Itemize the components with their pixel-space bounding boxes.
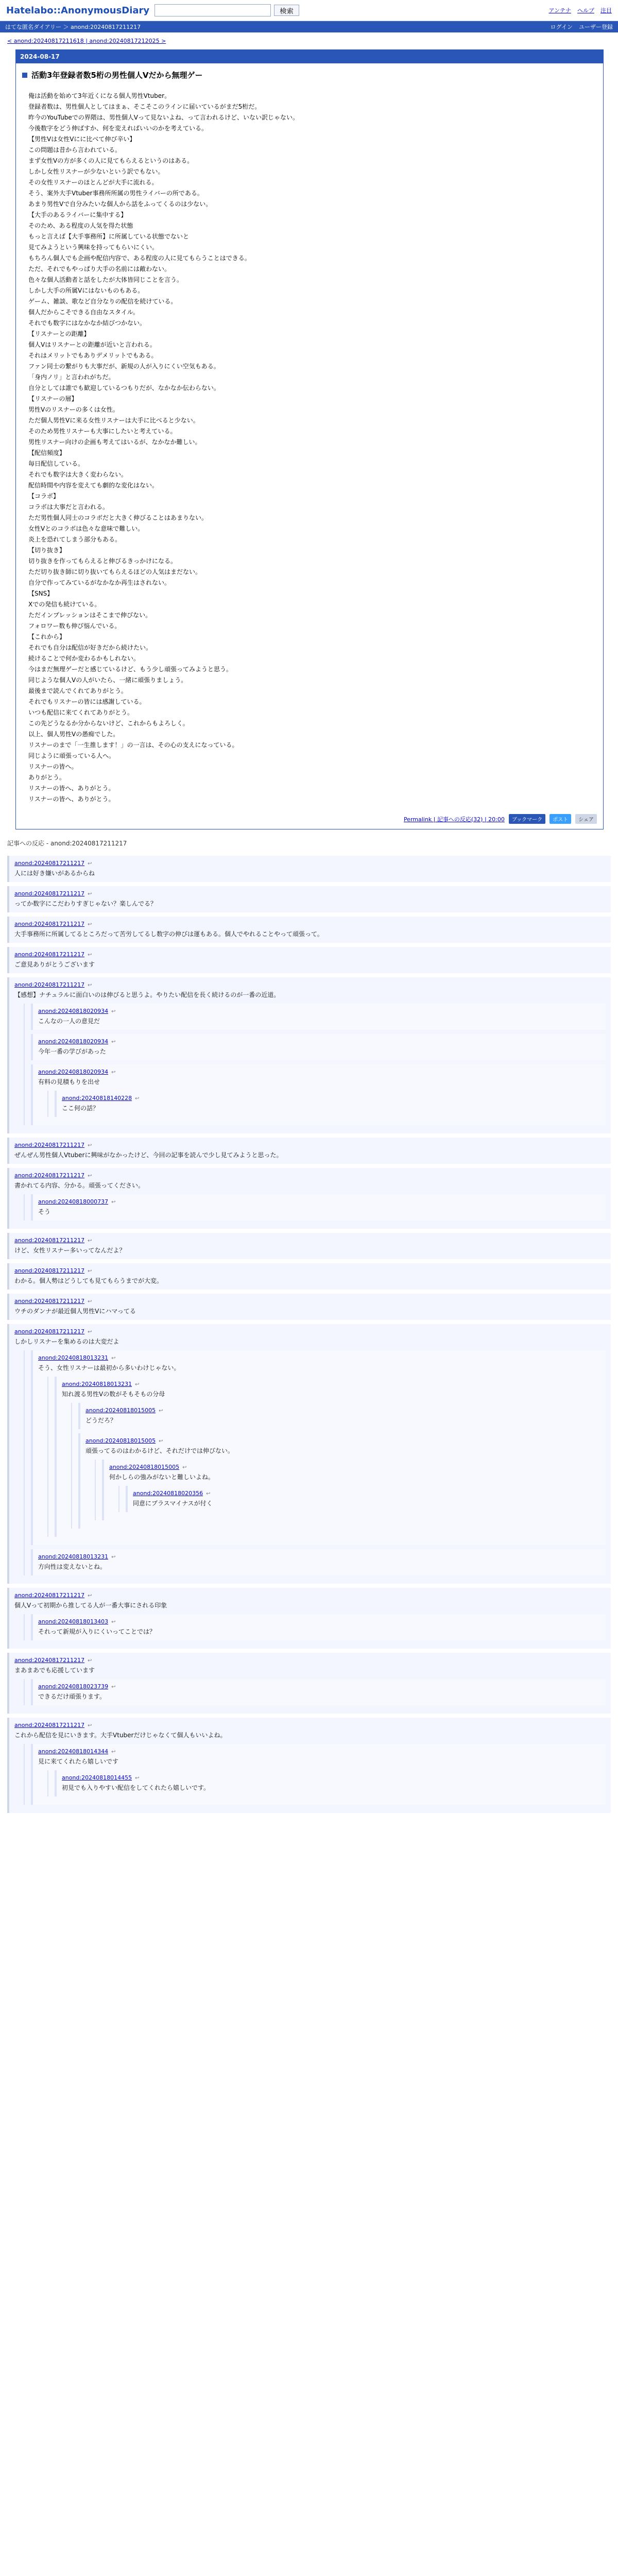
article-paragraph: 同じように頑張っている人へ。: [28, 752, 115, 759]
article-paragraph: あまり男性Vで自分みたいな個人から話をふってくるのは少ない。: [28, 200, 212, 208]
comment-arrow-icon: ↩: [111, 1619, 116, 1625]
article-paragraph: ありがとう。: [28, 774, 66, 781]
comment-item: [7, 856, 611, 882]
article-paragraph: コラボは大事だと言われる。: [28, 503, 109, 511]
comment-arrow-icon: ↩: [88, 1723, 92, 1728]
comment-replies: [47, 1377, 600, 1537]
comment-item: [7, 1718, 611, 1813]
comment-meta: [14, 890, 606, 897]
share-bookmark-button[interactable]: ブックマーク: [509, 814, 545, 824]
article-paragraph: ただ個人男性Vに来る女性リスナーは大手に比べると少ない。: [28, 417, 199, 424]
article-paragraph: 【大手のあるライバーに集中する】: [28, 211, 127, 218]
comment-permalink[interactable]: anond:20240817211217: [14, 921, 85, 927]
comment-text: 個人Vって初期から推してる人が一番大事にされる印象: [14, 1602, 167, 1609]
article-paragraph: 炎上を恐れてしまう部分もある。: [28, 536, 122, 543]
comment-text: 人には好き嫌いがあるからね: [14, 870, 95, 877]
comment-arrow-icon: ↩: [182, 1465, 187, 1470]
comment-text: 頑張ってるのはわかるけど、それだけでは伸びない。: [85, 1447, 234, 1454]
comment-item: [7, 947, 611, 973]
article-paragraph: Xでの発信も続けている。: [28, 601, 101, 608]
comment-meta: [14, 1328, 606, 1335]
content-wrap: [0, 49, 618, 829]
comment-permalink[interactable]: anond:20240818020934: [38, 1038, 109, 1045]
article-paragraph: それでも自分は配信が好きだから続けたい。: [28, 644, 152, 651]
comment-arrow-icon: ↩: [111, 1749, 116, 1755]
comment-permalink[interactable]: anond:20240818014455: [62, 1774, 132, 1781]
comment-item: [7, 1168, 611, 1229]
reply-item: [78, 1433, 595, 1529]
article-title: [16, 63, 603, 80]
comment-permalink[interactable]: anond:20240817211217: [14, 1298, 85, 1304]
comment-text: そう: [38, 1208, 51, 1215]
top-link[interactable]: 注目: [600, 7, 612, 14]
comment-meta: [38, 1354, 600, 1361]
login-link[interactable]: ログイン: [550, 24, 573, 30]
article-paragraph: 最後まで読んでくれてありがとう。: [28, 687, 128, 694]
reply-item: [31, 1549, 606, 1575]
article-paragraph: 自分で作ってみているがなかなか再生はされない。: [28, 579, 171, 586]
comment-replies: [47, 1770, 600, 1797]
comment-item: [7, 1294, 611, 1320]
comment-item: [7, 977, 611, 1133]
article-paragraph: いつも配信に来てくれてありがとう。: [28, 709, 134, 716]
signup-link[interactable]: ユーザー登録: [579, 24, 613, 30]
article-paragraph: その女性リスナーのほとんどが大手に流れる。: [28, 179, 158, 186]
comment-permalink[interactable]: anond:20240817211217: [14, 981, 85, 988]
article-paragraph: 見てみようという興味を持ってもらいにくい。: [28, 244, 159, 251]
comment-text: そう、女性リスナーは最初から多いわけじゃない。: [38, 1364, 180, 1371]
comment-arrow-icon: ↩: [135, 1382, 140, 1387]
comment-arrow-icon: ↩: [88, 922, 92, 927]
article-date: 2024-08-17: [16, 50, 603, 63]
comment-permalink[interactable]: anond:20240817211217: [14, 1657, 85, 1664]
comment-item: [7, 1138, 611, 1164]
article-paragraph: しかし大手の所属Vにはないものもある。: [28, 287, 144, 294]
comment-replies: [118, 1486, 585, 1512]
comment-replies: [71, 1403, 595, 1529]
comment-arrow-icon: ↩: [111, 1355, 116, 1361]
article-paragraph: リスナーの皆へ、ありがとう。: [28, 785, 115, 792]
article-paragraph: 自分としては誰でも歓迎しているつもりだが、なかなか伝わらない。: [28, 384, 220, 392]
article-footer: [16, 811, 603, 829]
share-post-button[interactable]: ポスト: [550, 814, 571, 824]
comment-replies: [24, 1614, 606, 1640]
comment-replies: [95, 1460, 590, 1520]
navbar-left[interactable]: はてな匿名ダイアリー ＞ anond:20240817211217: [5, 24, 141, 30]
title-square-icon: [22, 73, 27, 78]
article-paragraph: 切り抜きを作ってもらえると伸びるきっかけになる。: [28, 557, 177, 565]
article-paragraph: 今後数字をどう伸ばすか、何を変えればいいのかを考えている。: [28, 125, 208, 132]
comment-meta: [14, 921, 606, 927]
prev-next-links[interactable]: < anond:20240817211618 | anond:20240817212025 >: [7, 38, 166, 44]
comment-permalink[interactable]: anond:20240818013231: [38, 1354, 109, 1361]
comment-permalink[interactable]: anond:20240818013231: [62, 1381, 132, 1387]
article-paragraph: もっと言えば【大手事務所】に所属している状態でないと: [28, 233, 190, 240]
comment-item: [7, 1263, 611, 1290]
reply-item: [55, 1377, 600, 1537]
article-paragraph: この先どうなるか分からないけど、これからもよろしく。: [28, 720, 189, 727]
comment-meta: [14, 1298, 606, 1304]
article-paragraph: そのため、ある程度の人気を得た状態: [28, 222, 133, 229]
article-paragraph: 登録者数は、男性個人としてはまぁ、そこそこのラインに届いているがまだ5桁だ。: [28, 103, 261, 110]
article-paragraph: 男性リスナー向けの企画も考えてはいるが、なかなか難しい。: [28, 438, 201, 446]
comment-permalink[interactable]: anond:20240818140228: [62, 1095, 132, 1101]
comment-meta: [14, 1267, 606, 1274]
comment-meta: [14, 1172, 606, 1179]
comment-item: [7, 1233, 611, 1259]
comment-arrow-icon: ↩: [111, 1199, 116, 1205]
permalink[interactable]: Permalink | 記事への反応(32) | 20:00: [403, 816, 505, 823]
comment-meta: [38, 1748, 600, 1755]
comment-text: 【感想】ナチュラルに面白いのは伸びると思うよ。やりたい配信を長く続けるのが一番の近道。: [14, 991, 280, 998]
search-button[interactable]: 検索: [274, 5, 299, 16]
article-paragraph: ただ切り抜き師に切り抜いてもらえるほどの人気はまだない。: [28, 568, 202, 575]
comments-list: [0, 856, 618, 1829]
comment-meta: [14, 981, 606, 988]
comment-arrow-icon: ↩: [111, 1039, 116, 1045]
comment-text: しかしリスナーを集めるのは大変だよ: [14, 1338, 119, 1345]
article-paragraph: 【SNS】: [28, 590, 54, 597]
comment-permalink[interactable]: anond:20240817211217: [14, 1722, 85, 1728]
article-paragraph: 今はまだ無理ゲーだと感じているけど、もう少し頑張ってみようと思う。: [28, 666, 233, 673]
article-paragraph: 毎日配信している。: [28, 460, 84, 467]
comment-meta: [38, 1618, 600, 1625]
comment-text: ウチのダンナが最近個人男性Vにハマってる: [14, 1308, 136, 1315]
article-paragraph: 色々な個人活動者と話をしたが大体皆同じことを言う。: [28, 276, 183, 283]
comment-replies: [24, 1744, 606, 1805]
search-input[interactable]: [154, 4, 271, 16]
comment-arrow-icon: ↩: [88, 1329, 92, 1335]
reply-item: [31, 1004, 606, 1030]
article-paragraph: 個人Vはリスナーとの距離が近いと言われる。: [28, 341, 156, 348]
comment-text: 知れ渡る男性Vの数がそもそもの分母: [62, 1391, 165, 1398]
comment-permalink[interactable]: anond:20240817211217: [14, 860, 85, 867]
article-paragraph: 続けることで何か変わるかもしれない。: [28, 655, 140, 662]
comment-meta: [62, 1774, 595, 1781]
article-paragraph: 男性Vのリスナーの多くは女性。: [28, 406, 119, 413]
reply-item: [31, 1194, 606, 1221]
comment-permalink[interactable]: anond:20240818013231: [38, 1553, 109, 1560]
top-link[interactable]: アンテナ: [548, 7, 571, 14]
article-paragraph: ただインプレッションはそこまで伸びない。: [28, 612, 152, 619]
comment-permalink[interactable]: anond:20240817211217: [14, 1172, 85, 1179]
article-paragraph: しかし女性リスナーが少ないという訳でもない。: [28, 168, 164, 175]
comment-text: わかる。個人勢はどうしても見てもらうまでが大変。: [14, 1277, 163, 1284]
comment-arrow-icon: ↩: [111, 1684, 116, 1690]
reply-item: [31, 1034, 606, 1060]
top-header: [0, 0, 618, 21]
comment-meta: [38, 1683, 600, 1690]
comment-text: けど、女性リスナー多いってなんだよ？: [14, 1247, 126, 1254]
comment-meta: [14, 1722, 606, 1728]
comment-permalink[interactable]: anond:20240818014344: [38, 1748, 109, 1755]
article-paragraph: ただ男性個人同士のコラボだと大きく伸びることはあまりない。: [28, 514, 208, 521]
comment-arrow-icon: ↩: [88, 1658, 92, 1664]
comment-text: 有料の見積もりを出せ: [38, 1078, 100, 1086]
article-paragraph: 昨今のYouTubeでの界隈は、男性個人Vって見ないよね、って言われるけど、いない訳じゃない。: [28, 114, 299, 121]
article-paragraph: リスナーの皆へ、ありがとう。: [28, 795, 115, 803]
comment-text: これから配信を見にいきます。大手Vtuberだけじゃなくて個人もいいよね。: [14, 1732, 227, 1739]
breadcrumb: [0, 32, 618, 49]
reply-item: [55, 1091, 600, 1117]
comment-text: こんなの一人の意見だ: [38, 1018, 100, 1025]
comment-arrow-icon: ↩: [88, 1299, 92, 1304]
comment-item: [7, 1588, 611, 1649]
top-links: [548, 6, 612, 14]
comment-permalink[interactable]: anond:20240818020934: [38, 1008, 109, 1014]
reply-item: [31, 1064, 606, 1125]
reply-item: [31, 1614, 606, 1640]
comment-meta: [62, 1095, 595, 1101]
reply-item: [126, 1486, 585, 1512]
comment-text: 何かしらの強みがないと難しいよね。: [109, 1473, 215, 1481]
comment-meta: [62, 1381, 595, 1387]
reply-item: [102, 1460, 590, 1520]
reply-item: [31, 1350, 606, 1545]
article-paragraph: 【コラボ】: [28, 493, 60, 500]
comment-meta: [14, 951, 606, 958]
comment-permalink[interactable]: anond:20240818020356: [133, 1490, 203, 1497]
article-paragraph: 【リスナーの層】: [28, 395, 78, 402]
comment-meta: [38, 1553, 600, 1560]
comment-arrow-icon: ↩: [206, 1491, 211, 1497]
comment-item: [7, 1653, 611, 1714]
comment-permalink[interactable]: anond:20240818015005: [85, 1437, 156, 1444]
comment-text: 初見でも入りやすい配信をしてくれたら嬉しいです。: [62, 1784, 210, 1791]
comment-permalink[interactable]: anond:20240817211217: [14, 951, 85, 958]
article-paragraph: 【切り抜き】: [28, 547, 66, 554]
comment-replies: [24, 1004, 606, 1125]
share-facebook-button[interactable]: シェア: [575, 814, 597, 824]
comment-meta: [14, 1592, 606, 1599]
article-paragraph: 個人だからこそできる自由なスタイル。: [28, 309, 139, 316]
comment-text: どうだろ？: [85, 1417, 117, 1424]
comment-arrow-icon: ↩: [88, 861, 92, 867]
comment-arrow-icon: ↩: [88, 891, 92, 897]
comment-permalink[interactable]: anond:20240817211217: [14, 1237, 85, 1244]
comment-text: 大手事務所に所属してるところだって苦労してるし数字の伸びは運もある。個人でやれることやって頑張って。: [14, 930, 323, 938]
article-paragraph: フォロワー数も伸び悩んでいる。: [28, 622, 121, 630]
article-paragraph: 【配信頻度】: [28, 449, 66, 456]
comment-meta: [14, 860, 606, 867]
comment-meta: [38, 1008, 600, 1014]
comment-arrow-icon: ↩: [88, 1593, 92, 1599]
reply-item: [78, 1403, 595, 1429]
comment-arrow-icon: ↩: [111, 1009, 116, 1014]
comment-meta: [14, 1237, 606, 1244]
article-paragraph: それでも数字は大きく変わらない。: [28, 471, 128, 478]
comment-permalink[interactable]: anond:20240818015005: [85, 1407, 156, 1414]
top-link[interactable]: ヘルプ: [577, 7, 594, 14]
article-paragraph: 【男性Vは女性Vにに比べて伸び辛い】: [28, 135, 136, 143]
comment-text: ここ何の話？: [62, 1105, 99, 1112]
article-body: [16, 80, 603, 811]
comment-meta: [133, 1490, 580, 1497]
reply-item: [31, 1744, 606, 1805]
comment-replies: [24, 1194, 606, 1221]
comment-permalink[interactable]: anond:20240818023739: [38, 1683, 109, 1690]
comment-text: 見に来てくれたら嬉しいです: [38, 1758, 119, 1765]
comment-arrow-icon: ↩: [111, 1554, 116, 1560]
article-paragraph: 【リスナーとの距離】: [28, 330, 90, 337]
comment-item: [7, 917, 611, 943]
comment-meta: [38, 1038, 600, 1045]
comment-permalink[interactable]: anond:20240818013403: [38, 1618, 109, 1625]
comments-title: 記事への反応 - anond:20240817211217: [7, 840, 127, 847]
comment-arrow-icon: ↩: [135, 1775, 140, 1781]
article-paragraph: 以上、個人男性Vの愚痴でした。: [28, 731, 119, 738]
site-navbar: [0, 21, 618, 32]
article-paragraph: 俺は活動を始めて3年近くになる個人男性Vtuber。: [28, 92, 171, 99]
comment-replies: [24, 1350, 606, 1575]
article-paragraph: ゲーム、雑談、歌など自分なりの配信を続けている。: [28, 298, 177, 305]
comment-text: まあまあでも応援しています: [14, 1667, 95, 1674]
article-paragraph: ただ、それでもやっぱり大手の名前には敵わない。: [28, 265, 171, 273]
comment-item: [7, 1324, 611, 1584]
reply-item: [31, 1679, 606, 1705]
article-paragraph: リスナーのまで「一生推します！」の一言は、その心の支えになっている。: [28, 741, 238, 749]
comment-arrow-icon: ↩: [88, 1268, 92, 1274]
article-paragraph: 女性Vとのコラボは色々な意味で難しい。: [28, 525, 144, 532]
comment-replies: [24, 1679, 606, 1705]
article-paragraph: 同じような個人Vの人がいたら、一緒に頑張りましょう。: [28, 676, 187, 684]
comment-arrow-icon: ↩: [159, 1438, 163, 1444]
article-paragraph: まず女性Vの方が多くの人に見てもらえるというのはある。: [28, 157, 194, 164]
comment-permalink[interactable]: anond:20240817211217: [14, 1328, 85, 1335]
comment-text: ぜんぜん男性個人Vtuberに興味がなかったけど、今回の記事を読んで少し見てみようと思った。: [14, 1151, 283, 1159]
page-bottom-spacer: [0, 1829, 618, 1830]
comment-permalink[interactable]: anond:20240817211217: [14, 1267, 85, 1274]
comment-replies: [47, 1091, 600, 1117]
comment-permalink[interactable]: anond:20240818015005: [109, 1464, 180, 1470]
article-paragraph: 【これから】: [28, 633, 66, 640]
comment-text: ご意見ありがとうございます: [14, 961, 95, 968]
comment-meta: [14, 1142, 606, 1148]
comment-arrow-icon: ↩: [88, 1238, 92, 1244]
comment-arrow-icon: ↩: [111, 1070, 116, 1075]
article-paragraph: それでもリスナーの皆には感謝している。: [28, 698, 146, 705]
comment-arrow-icon: ↩: [88, 952, 92, 958]
comment-meta: [85, 1407, 590, 1414]
comment-arrow-icon: ↩: [88, 1143, 92, 1148]
comment-text: ってか数字にこだわりすぎじゃない？楽しんでる？: [14, 900, 157, 907]
article-title-text: 活動3年登録者数5桁の男性個人Vだから無理ゲー: [31, 71, 203, 80]
comment-meta: [38, 1198, 600, 1205]
reply-item: [55, 1770, 600, 1797]
comment-meta: [14, 1657, 606, 1664]
comment-permalink[interactable]: anond:20240818020934: [38, 1069, 109, 1075]
comment-arrow-icon: ↩: [88, 1173, 92, 1179]
comment-item: [7, 886, 611, 912]
comment-permalink[interactable]: anond:20240817211217: [14, 1592, 85, 1599]
article-paragraph: それでも数字にはなかなか結びつかない。: [28, 319, 146, 327]
article-paragraph: もちろん個人でも企画や配信内容で、ある程度の人に見てもらうことはできる。: [28, 255, 251, 262]
article-panel: [15, 49, 604, 829]
article-paragraph: そのため男性リスナーも大事にしたいと考えている。: [28, 428, 177, 435]
comment-text: 書かれてる内容、分かる。頑張ってください。: [14, 1182, 145, 1189]
comment-permalink[interactable]: anond:20240817211217: [14, 1142, 85, 1148]
article-paragraph: リスナーの皆へ。: [28, 763, 78, 770]
article-paragraph: それはメリットでもありデメリットでもある。: [28, 352, 158, 359]
comment-arrow-icon: ↩: [88, 982, 92, 988]
comment-meta: [38, 1069, 600, 1075]
article-paragraph: ファン同士の繋がりも大事だが、新規の人が入りにくい空気もある。: [28, 363, 220, 370]
comment-text: 方向性は変えないとね。: [38, 1563, 107, 1570]
comment-permalink[interactable]: anond:20240817211217: [14, 890, 85, 897]
comment-meta: [85, 1437, 590, 1444]
article-paragraph: この問題は昔から言われている。: [28, 146, 122, 154]
comment-text: 同意にプラスマイナスが付く: [133, 1500, 213, 1507]
comment-permalink[interactable]: anond:20240818000737: [38, 1198, 109, 1205]
comment-text: それって新規が入りにくいってことでは？: [38, 1628, 156, 1635]
comment-arrow-icon: ↩: [135, 1096, 140, 1101]
article-paragraph: 配信時間や内容を変えても劇的な変化はない。: [28, 482, 159, 489]
comment-arrow-icon: ↩: [159, 1408, 163, 1414]
comment-text: できるだけ頑張ります。: [38, 1693, 106, 1700]
comment-meta: [109, 1464, 585, 1470]
comment-text: 今年一番の学びがあった: [38, 1048, 106, 1055]
site-logo[interactable]: Hatelabo::AnonymousDiary: [6, 5, 150, 16]
article-paragraph: そう、案外大手Vtuber事務所所属の男性ライバーの所である。: [28, 190, 203, 197]
article-paragraph: 「身内ノリ」と言われがちだ。: [28, 374, 115, 381]
